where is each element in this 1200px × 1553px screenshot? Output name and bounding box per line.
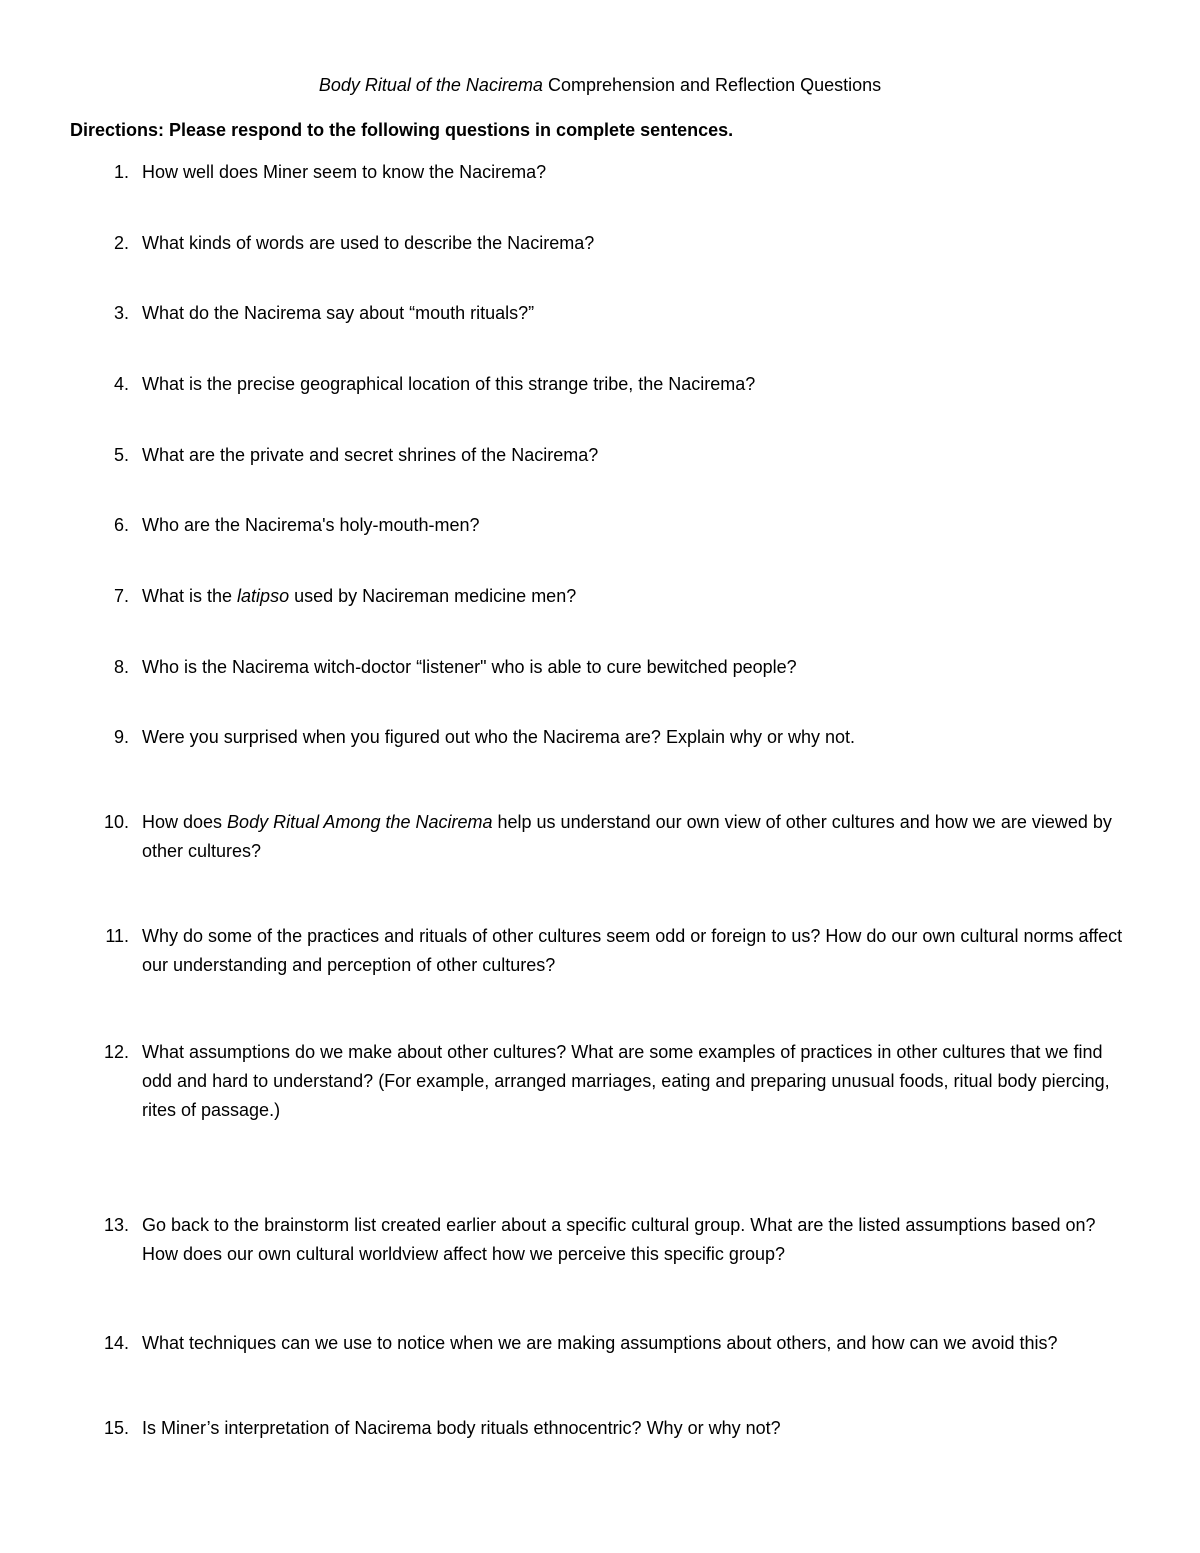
question-text-italic: Body Ritual Among the Nacirema <box>227 812 493 832</box>
question-text-italic: latipso <box>237 586 290 606</box>
question-text: What are the private and secret shrines of the Nacirema? <box>142 445 599 465</box>
question-number: 11. <box>105 926 129 946</box>
page-title <box>0 73 1200 97</box>
question-number: 12. <box>103 1042 129 1062</box>
question-text: Why do some of the practices and rituals of other cultures seem odd or foreign to us? How do our own cultural norms affect our understanding and perception of other cultures? <box>142 926 1123 975</box>
question-text-post: help us understand our own view of other cultures and how we are viewed by other cultures? <box>142 812 1112 861</box>
question-text <box>142 582 1132 611</box>
question-text: Who is the Nacirema witch-doctor “listener" who is able to cure bewitched people? <box>142 657 797 677</box>
question-number: 3. <box>113 303 129 323</box>
question-text: Go back to the brainstorm list created earlier about a specific cultural group. What are the listed assumptions based on? How does our own cultural worldview affect how we perceive this specific group? <box>142 1215 1096 1264</box>
question-number: 5. <box>113 445 129 465</box>
question-number: 14. <box>103 1333 129 1353</box>
question-text: What do the Nacirema say about “mouth rituals?” <box>142 303 535 323</box>
directions: Directions: Please respond to the following questions in complete sentences. <box>70 120 734 140</box>
question-text-pre: What is the <box>142 586 238 606</box>
question-number: 8. <box>113 657 129 677</box>
question-text: What is the precise geographical location of this strange tribe, the Nacirema? <box>142 374 756 394</box>
question-number: 7. <box>113 586 129 606</box>
question-text <box>142 808 1132 866</box>
question-number: 6. <box>113 515 129 535</box>
question-number: 15. <box>103 1418 129 1438</box>
question-number: 2. <box>113 233 129 253</box>
question-number: 10. <box>103 812 129 832</box>
question-text: How well does Miner seem to know the Nacirema? <box>142 162 547 182</box>
question-text: Is Miner’s interpretation of Nacirema body rituals ethnocentric? Why or why not? <box>142 1418 781 1438</box>
title-rest: Comprehension and Reflection Questions <box>542 75 882 95</box>
question-text: What kinds of words are used to describe the Nacirema? <box>142 233 595 253</box>
question-text: What assumptions do we make about other cultures? What are some examples of practices in other cultures that we find odd and hard to understand? (For example, arranged marriages, eating and preparing unusual foods, ritual body piercing, rites of passage.) <box>142 1042 1110 1120</box>
question-text-pre: How does <box>142 812 228 832</box>
question-number: 9. <box>113 727 129 747</box>
title-italic: Body Ritual of the Nacirema <box>318 75 543 95</box>
question-text: What techniques can we use to notice when we are making assumptions about others, and how can we avoid this? <box>142 1333 1058 1353</box>
question-number: 13. <box>103 1215 129 1235</box>
question-text: Who are the Nacirema's holy-mouth-men? <box>142 515 480 535</box>
question-text-post: used by Nacireman medicine men? <box>289 586 577 606</box>
question-text: Were you surprised when you figured out who the Nacirema are? Explain why or why not. <box>142 727 856 747</box>
question-number: 4. <box>113 374 129 394</box>
question-number: 1. <box>113 162 129 182</box>
